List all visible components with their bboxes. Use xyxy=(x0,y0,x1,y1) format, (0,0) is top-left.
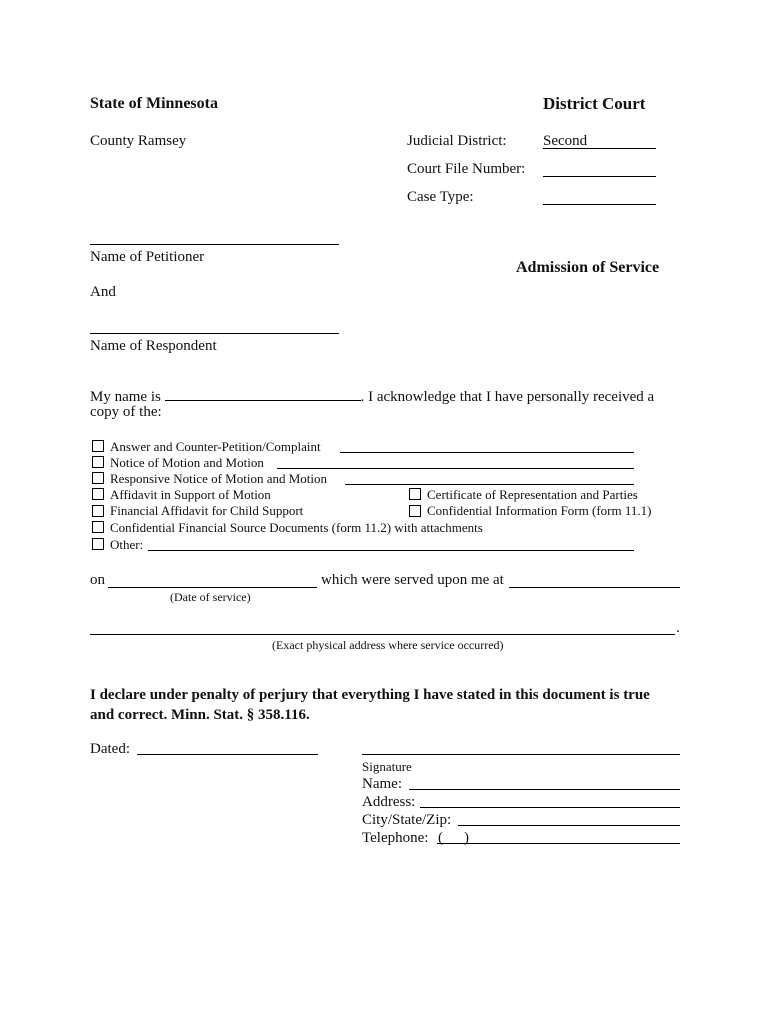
confidential-info-label: Confidential Information Form (form 11.1) xyxy=(427,503,652,518)
phone-close-paren: ) xyxy=(464,830,469,846)
court-file-number-label: Court File Number: xyxy=(407,161,526,177)
other-checkbox[interactable] xyxy=(92,538,104,550)
notice-label: Notice of Motion and Motion xyxy=(110,455,264,470)
my-name-field[interactable] xyxy=(165,386,361,401)
other-field[interactable] xyxy=(148,550,634,551)
responsive-checkbox[interactable] xyxy=(92,472,104,484)
document-title: Admission of Service xyxy=(516,259,660,276)
case-type-label: Case Type: xyxy=(407,189,474,205)
county-label: County Ramsey xyxy=(90,133,187,149)
signature-field[interactable] xyxy=(362,754,680,755)
notice-field[interactable] xyxy=(277,468,634,469)
certificate-label: Certificate of Representation and Parties xyxy=(427,487,638,502)
served-label: which were served upon me at xyxy=(321,572,504,588)
declaration-line-2: and correct. Minn. Stat. § 358.116. xyxy=(90,707,310,723)
respondent-label: Name of Respondent xyxy=(90,338,217,354)
signature-label: Signature xyxy=(362,759,412,774)
confidential-financial-checkbox[interactable] xyxy=(92,521,104,533)
acknowledge-text: . I acknowledge that I have personally received a xyxy=(360,389,655,405)
city-state-zip-label: City/State/Zip: xyxy=(362,812,452,828)
affidavit-label: Affidavit in Support of Motion xyxy=(110,487,271,502)
state-heading: State of Minnesota xyxy=(90,95,218,112)
answer-field[interactable] xyxy=(340,452,634,453)
dated-label: Dated: xyxy=(90,741,130,757)
responsive-label: Responsive Notice of Motion and Motion xyxy=(110,471,328,486)
certificate-checkbox[interactable] xyxy=(409,488,421,500)
service-address-field[interactable] xyxy=(90,634,675,635)
dated-field[interactable] xyxy=(137,754,318,755)
address-field[interactable] xyxy=(420,807,680,808)
address-caption: (Exact physical address where service occurred) xyxy=(272,638,504,652)
court-heading: District Court xyxy=(543,94,646,113)
court-file-number-field[interactable] xyxy=(543,176,656,177)
date-caption: (Date of service) xyxy=(170,590,251,604)
affidavit-checkbox[interactable] xyxy=(92,488,104,500)
petitioner-name-field[interactable] xyxy=(90,244,339,245)
address-period: . xyxy=(676,620,680,636)
respondent-name-field[interactable] xyxy=(90,333,339,334)
service-location-field[interactable] xyxy=(509,587,680,588)
copy-of-label: copy of the: xyxy=(90,404,162,420)
financial-affidavit-label: Financial Affidavit for Child Support xyxy=(110,503,304,518)
confidential-financial-label: Confidential Financial Source Documents (form 11.2) with attachments xyxy=(110,520,483,535)
date-of-service-field[interactable] xyxy=(108,587,317,588)
answer-label: Answer and Counter-Petition/Complaint xyxy=(110,439,321,454)
judicial-district-value: Second xyxy=(543,133,588,149)
responsive-field[interactable] xyxy=(345,484,634,485)
financial-affidavit-checkbox[interactable] xyxy=(92,505,104,517)
confidential-info-checkbox[interactable] xyxy=(409,505,421,517)
notice-checkbox[interactable] xyxy=(92,456,104,468)
telephone-field[interactable] xyxy=(437,843,680,844)
case-type-field[interactable] xyxy=(543,204,656,205)
name-label: Name: xyxy=(362,776,402,792)
name-field[interactable] xyxy=(409,789,680,790)
on-label: on xyxy=(90,572,105,588)
my-name-label: My name is xyxy=(90,389,161,405)
answer-checkbox[interactable] xyxy=(92,440,104,452)
address-label: Address: xyxy=(362,794,416,810)
judicial-district-label: Judicial District: xyxy=(407,133,507,149)
declaration-line-1: I declare under penalty of perjury that everything I have stated in this document is true xyxy=(90,687,650,703)
phone-open-paren: ( xyxy=(438,830,443,846)
and-label: And xyxy=(90,284,116,300)
telephone-label: Telephone: xyxy=(362,830,429,846)
other-label: Other: xyxy=(110,537,144,552)
acknowledge-line xyxy=(90,386,654,406)
city-state-zip-field[interactable] xyxy=(458,825,680,826)
petitioner-label: Name of Petitioner xyxy=(90,249,205,265)
